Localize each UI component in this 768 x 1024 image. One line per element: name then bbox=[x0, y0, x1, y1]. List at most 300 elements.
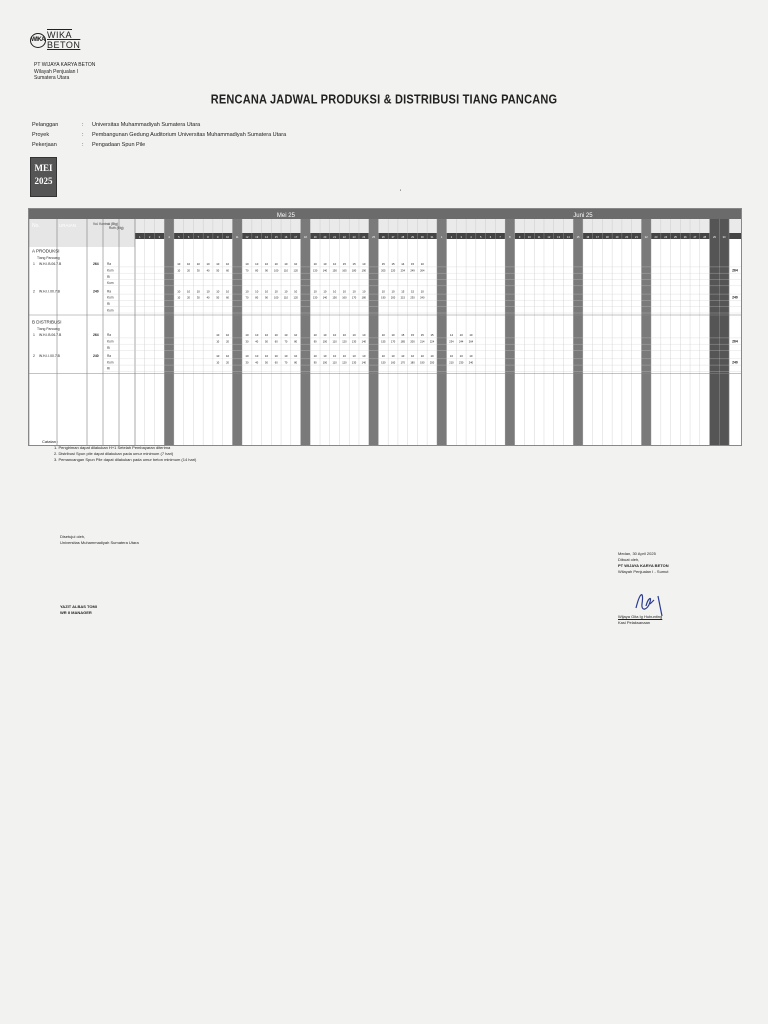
cell-value: 155 bbox=[381, 340, 386, 344]
cell-value: 10 bbox=[333, 289, 337, 294]
day-number: 25 bbox=[372, 236, 376, 239]
cell-value: 230 bbox=[459, 361, 464, 365]
cell-value: 10 bbox=[420, 354, 424, 359]
day-number: 21 bbox=[333, 236, 337, 239]
section-sub: Tiang Pancang bbox=[37, 255, 60, 260]
notes-block bbox=[42, 439, 196, 463]
cell-value: 10 bbox=[225, 289, 230, 294]
cell-value: 10 bbox=[216, 333, 220, 338]
day-number: 10 bbox=[527, 236, 531, 239]
row-type: Kum bbox=[107, 339, 114, 344]
cell-value: 180 bbox=[361, 296, 367, 300]
info-sep: : bbox=[82, 142, 84, 148]
cell-value: 10 bbox=[216, 262, 220, 267]
day-number: 24 bbox=[362, 236, 366, 239]
cell-value: 10 bbox=[255, 333, 259, 338]
approval-right-region: Wilayah Penjualan I - Sumut bbox=[618, 569, 669, 574]
cell-value: 10 bbox=[255, 354, 259, 359]
cell-value: 10 bbox=[264, 333, 269, 338]
cell-value: 10 bbox=[245, 289, 249, 294]
day-number: 1 bbox=[139, 236, 141, 239]
approver-left bbox=[60, 604, 97, 616]
section-sub: Tiang Pancang bbox=[37, 326, 60, 331]
day-number: 22 bbox=[644, 236, 648, 239]
row-type: Ri bbox=[107, 302, 111, 306]
day-number: 13 bbox=[557, 236, 561, 239]
cell-value: 40 bbox=[255, 361, 259, 365]
note-line: 2. Distribusi Spun pile dapat dilakukan pada umur minimum (7 hari) bbox=[54, 451, 174, 456]
cell-value: 10 bbox=[264, 262, 269, 267]
cell-value: 40 bbox=[255, 340, 259, 344]
day-number: 19 bbox=[615, 236, 619, 239]
cell-value: 240 bbox=[420, 296, 425, 300]
day-number: 12 bbox=[245, 236, 249, 239]
cell-value: 120 bbox=[293, 296, 298, 300]
cell-value: 15 bbox=[410, 289, 415, 294]
cell-value: 15 bbox=[410, 333, 415, 338]
month-label: Juni 25 bbox=[573, 213, 593, 219]
holiday-column bbox=[164, 219, 174, 445]
row-type: Ra bbox=[107, 333, 112, 338]
cell-value: 10 bbox=[362, 289, 366, 294]
cell-value: 150 bbox=[332, 269, 337, 273]
day-number: 13 bbox=[255, 236, 259, 239]
row-type: Kum bbox=[107, 268, 114, 273]
item-no: 1 bbox=[33, 262, 35, 267]
cell-value: 80 bbox=[255, 269, 259, 273]
cell-value: 10 bbox=[216, 361, 220, 365]
approver-right-name: Wijaya Gita Ig Hubunting bbox=[618, 614, 663, 619]
cell-value: 10 bbox=[333, 262, 337, 267]
company-area: Sumatera Utara bbox=[34, 75, 70, 81]
section-label: A PRODUKSI bbox=[32, 248, 60, 254]
cell-value: 110 bbox=[332, 340, 337, 344]
cell-value: 10 bbox=[352, 333, 356, 338]
cell-value: 10 bbox=[216, 354, 220, 359]
cell-value: 170 bbox=[400, 361, 405, 365]
cell-value: 70 bbox=[245, 296, 249, 300]
approval-right-label: Dibuat oleh, bbox=[618, 557, 640, 562]
day-number: 29 bbox=[411, 236, 414, 239]
day-number: 4 bbox=[470, 236, 472, 239]
day-number: 11 bbox=[235, 236, 239, 239]
cell-value: 10 bbox=[381, 289, 385, 294]
day-number: 1 bbox=[441, 236, 443, 239]
cell-value: 15 bbox=[401, 333, 405, 338]
cell-value: 10 bbox=[313, 289, 317, 294]
cell-value: 10 bbox=[323, 262, 327, 267]
row-type: Ri bbox=[107, 366, 111, 371]
day-number: 8 bbox=[509, 236, 511, 239]
cell-value: 180 bbox=[410, 361, 415, 365]
cell-value: 10 bbox=[352, 354, 356, 359]
cell-value: 60 bbox=[226, 296, 229, 300]
cell-value: 200 bbox=[410, 340, 415, 344]
wika-logo-icon: WIKA bbox=[30, 33, 46, 48]
cell-value: 10 bbox=[294, 289, 298, 294]
day-number: 9 bbox=[518, 236, 521, 239]
cell-value: 80 bbox=[294, 340, 298, 344]
cell-value: 10 bbox=[177, 269, 181, 273]
item-name: W.H.I.I.00.7.B bbox=[39, 354, 60, 359]
cell-value: 10 bbox=[430, 354, 434, 359]
cell-value: 20 bbox=[226, 361, 229, 365]
cell-value: 10 bbox=[177, 289, 181, 294]
day-number: 3 bbox=[460, 236, 462, 239]
cell-value: 15 bbox=[391, 262, 395, 267]
day-number: 23 bbox=[654, 236, 658, 239]
cell-value: 10 bbox=[352, 289, 356, 294]
day-number: 30 bbox=[722, 236, 726, 239]
cell-value: 15 bbox=[342, 262, 346, 267]
cell-value: 70 bbox=[245, 269, 249, 273]
day-number: 7 bbox=[499, 236, 501, 239]
cell-value: 264 bbox=[420, 269, 425, 273]
cell-value: 10 bbox=[362, 262, 366, 267]
day-number: 16 bbox=[284, 236, 288, 239]
cell-value: 140 bbox=[361, 361, 367, 365]
cell-value: 240 bbox=[468, 361, 474, 365]
cell-value: 10 bbox=[264, 289, 269, 294]
row-type: Kum bbox=[107, 281, 114, 286]
day-number: 7 bbox=[197, 236, 200, 239]
cell-value: 10 bbox=[362, 333, 366, 338]
month-badge-month: MEI bbox=[34, 163, 53, 173]
item-name: W.H.I.I.00.7.B bbox=[39, 289, 60, 294]
cell-value: 10 bbox=[274, 354, 278, 359]
col-header-ruth: Ruth (Btg) bbox=[109, 226, 124, 230]
cell-value: 30 bbox=[196, 296, 200, 300]
cell-value: 10 bbox=[225, 262, 230, 267]
approver-right-title: Kasi Pelaksanaan bbox=[618, 620, 651, 625]
cell-value: 160 bbox=[342, 296, 347, 300]
cell-value: 130 bbox=[312, 269, 318, 273]
cell-value: 140 bbox=[322, 296, 328, 300]
day-number: 2 bbox=[450, 236, 453, 239]
cell-value: 234 bbox=[400, 269, 405, 273]
row-type: Ra bbox=[107, 262, 112, 267]
cell-value: 10 bbox=[391, 354, 395, 359]
cell-value: 10 bbox=[225, 333, 230, 338]
cell-value: 10 bbox=[313, 333, 317, 338]
cell-value: 10 bbox=[469, 333, 473, 338]
cell-value: 10 bbox=[342, 354, 346, 359]
cell-value: 90 bbox=[265, 296, 268, 300]
cell-value: 224 bbox=[429, 340, 435, 344]
cell-value: 170 bbox=[351, 296, 357, 300]
day-number: 16 bbox=[586, 236, 590, 239]
day-number: 24 bbox=[664, 236, 668, 239]
cell-value: 150 bbox=[381, 361, 386, 365]
cell-value: 20 bbox=[226, 340, 229, 344]
cell-value: 160 bbox=[390, 361, 396, 365]
info-row-proyek bbox=[32, 130, 286, 140]
cell-value: 90 bbox=[313, 361, 317, 365]
company-name: PT WIJAYA KARYA BETON bbox=[34, 62, 96, 68]
cell-value: 10 bbox=[274, 333, 278, 338]
day-number: 6 bbox=[489, 236, 492, 239]
day-number: 30 bbox=[420, 236, 424, 239]
cell-value: 244 bbox=[459, 340, 464, 344]
cell-value: 10 bbox=[284, 354, 288, 359]
approver-right bbox=[618, 614, 662, 626]
cell-value: 10 bbox=[410, 354, 415, 359]
cell-value: 10 bbox=[313, 262, 317, 267]
cell-value: 220 bbox=[390, 269, 396, 273]
holiday-column bbox=[232, 219, 242, 445]
info-value: Pembangunan Gedung Auditorium Universitas Muhammadiyah Sumatera Utara bbox=[92, 132, 287, 138]
cell-value: 60 bbox=[226, 269, 229, 273]
document-title: RENCANA JADWAL PRODUKSI & DISTRIBUSI TIANG PANCANG bbox=[210, 93, 558, 107]
row-type: Ri bbox=[107, 345, 111, 350]
row-type: Ri bbox=[107, 274, 111, 279]
cell-value: 30 bbox=[245, 361, 249, 365]
cell-value: 140 bbox=[322, 269, 328, 273]
cell-value: 10 bbox=[323, 333, 327, 338]
cell-value: 264 bbox=[468, 340, 474, 344]
cell-value: 200 bbox=[390, 296, 396, 300]
cell-value: 50 bbox=[265, 361, 268, 365]
cell-value: 130 bbox=[312, 296, 318, 300]
item-no: 2 bbox=[33, 354, 35, 359]
cell-value: 10 bbox=[186, 262, 191, 267]
project-info bbox=[32, 120, 286, 150]
cell-value: 50 bbox=[216, 269, 220, 273]
col-header-no: No. bbox=[32, 223, 40, 229]
item-total: 264 bbox=[732, 339, 738, 344]
day-number: 28 bbox=[401, 236, 405, 239]
day-number: 11 bbox=[537, 236, 541, 239]
cell-value: 249 bbox=[410, 269, 415, 273]
cell-value: 10 bbox=[362, 354, 366, 359]
cell-value: 50 bbox=[265, 340, 268, 344]
cell-value: 60 bbox=[274, 361, 278, 365]
cell-value: 10 bbox=[206, 262, 210, 267]
stray-mark: ' bbox=[400, 190, 402, 196]
cell-value: 15 bbox=[381, 262, 385, 267]
cell-value: 10 bbox=[284, 333, 288, 338]
approval-left-label: Disetujui oleh, bbox=[60, 534, 86, 539]
cell-value: 120 bbox=[342, 361, 347, 365]
cell-value: 10 bbox=[294, 354, 298, 359]
day-number: 19 bbox=[313, 236, 317, 239]
day-number: 8 bbox=[207, 236, 209, 239]
cell-value: 215 bbox=[400, 296, 405, 300]
day-number: 31 bbox=[430, 236, 434, 239]
item-vol: 264 bbox=[93, 262, 99, 267]
item-no: 1 bbox=[33, 333, 35, 338]
item-total: 240 bbox=[732, 360, 738, 365]
row-type: Kum bbox=[107, 360, 114, 365]
cell-value: 80 bbox=[294, 361, 298, 365]
cell-value: 190 bbox=[381, 296, 386, 300]
info-sep: : bbox=[82, 132, 84, 138]
cell-value: 130 bbox=[351, 361, 357, 365]
day-number: 20 bbox=[323, 236, 327, 239]
day-number: 28 bbox=[703, 236, 707, 239]
cell-value: 10 bbox=[333, 333, 337, 338]
day-number: 14 bbox=[265, 236, 268, 239]
cell-value: 10 bbox=[342, 289, 346, 294]
cell-value: 10 bbox=[264, 354, 269, 359]
cell-value: 100 bbox=[274, 296, 279, 300]
day-number: 9 bbox=[217, 236, 219, 239]
cell-value: 190 bbox=[420, 361, 425, 365]
cell-value: 120 bbox=[342, 340, 347, 344]
cell-value: 10 bbox=[342, 333, 346, 338]
cell-value: 10 bbox=[186, 289, 191, 294]
cell-value: 214 bbox=[420, 340, 425, 344]
item-vol: 240 bbox=[93, 354, 99, 359]
holiday-column bbox=[301, 219, 311, 445]
cell-value: 100 bbox=[322, 340, 328, 344]
cell-value: 30 bbox=[245, 340, 249, 344]
day-number: 15 bbox=[274, 236, 278, 239]
approver-left-title: WR II MANAGER bbox=[60, 610, 92, 615]
cell-value: 150 bbox=[332, 296, 337, 300]
cell-value: 10 bbox=[449, 354, 454, 359]
cell-value: 10 bbox=[225, 354, 230, 359]
holiday-column bbox=[437, 219, 447, 445]
info-row-pelanggan bbox=[32, 120, 286, 130]
item-name: W.H.I.B.06.7.B bbox=[39, 333, 62, 338]
cell-value: 10 bbox=[420, 262, 424, 267]
day-number: 17 bbox=[294, 236, 298, 239]
cell-value: 10 bbox=[323, 354, 327, 359]
cell-value: 10 bbox=[391, 289, 395, 294]
month-badge bbox=[30, 157, 57, 197]
cell-value: 100 bbox=[322, 361, 328, 365]
cell-value: 10 bbox=[391, 333, 395, 338]
approval-left bbox=[60, 534, 139, 546]
cell-value: 10 bbox=[245, 354, 249, 359]
day-number: 3 bbox=[158, 236, 161, 239]
day-number: 18 bbox=[605, 236, 609, 239]
approval-right bbox=[618, 551, 669, 575]
day-number: 21 bbox=[635, 236, 638, 239]
row-type: Kum bbox=[107, 308, 114, 313]
cell-value: 200 bbox=[429, 361, 435, 365]
month-header-band bbox=[29, 209, 741, 219]
cell-value: 10 bbox=[294, 262, 298, 267]
row-type: Ra bbox=[107, 289, 112, 294]
cell-value: 230 bbox=[410, 296, 415, 300]
month-label: Mei 25 bbox=[276, 213, 295, 219]
day-number: 15 bbox=[576, 236, 580, 239]
company-logo bbox=[30, 32, 82, 48]
cell-value: 60 bbox=[274, 340, 278, 344]
cell-value: 30 bbox=[196, 269, 200, 273]
cell-value: 100 bbox=[274, 269, 279, 273]
info-label: Pekerjaan bbox=[32, 142, 57, 148]
info-sep: : bbox=[82, 122, 84, 128]
cell-value: 10 bbox=[274, 262, 278, 267]
cell-value: 14 bbox=[401, 262, 405, 267]
cell-value: 120 bbox=[293, 269, 298, 273]
cell-value: 110 bbox=[283, 269, 289, 273]
cell-value: 10 bbox=[245, 262, 249, 267]
section-label: B DISTRIBUSI bbox=[32, 319, 62, 325]
info-value: Pengadaan Spun Pile bbox=[92, 142, 146, 148]
info-row-pekerjaan bbox=[32, 140, 286, 150]
cell-value: 140 bbox=[361, 340, 367, 344]
day-number: 23 bbox=[352, 236, 356, 239]
cell-value: 170 bbox=[390, 340, 396, 344]
item-no: 2 bbox=[33, 289, 35, 294]
cell-value: 20 bbox=[187, 296, 191, 300]
cell-value: 10 bbox=[196, 262, 200, 267]
day-number: 10 bbox=[226, 236, 229, 239]
cell-value: 190 bbox=[361, 269, 367, 273]
cell-value: 10 bbox=[469, 354, 473, 359]
day-number: 17 bbox=[596, 236, 599, 239]
cell-value: 10 bbox=[459, 354, 463, 359]
month-badge-year: 2025 bbox=[34, 176, 53, 186]
item-name: W.H.I.B.06.7.B bbox=[39, 262, 62, 267]
day-number: 26 bbox=[381, 236, 385, 239]
approval-left-org: Universitas Muhammadiyah Sumatera Utara bbox=[60, 540, 139, 545]
cell-value: 110 bbox=[283, 296, 289, 300]
day-number: 2 bbox=[148, 236, 151, 239]
cell-value: 10 bbox=[401, 354, 405, 359]
day-number: 27 bbox=[391, 236, 395, 239]
cell-value: 10 bbox=[381, 354, 385, 359]
note-line: 3. Pemancangan Spun Pile dapat dilakukan pada umur beton minimum (14 hari) bbox=[54, 457, 197, 462]
col-header-vol: Vol. Kontrak (Btg) bbox=[93, 222, 118, 226]
note-line: 1. Pengiriman dapat dilakukan H+1 Setelah Pembayaran diterima bbox=[54, 445, 171, 450]
cell-value: 10 bbox=[177, 262, 181, 267]
cell-value: 80 bbox=[255, 296, 259, 300]
cell-value: 10 bbox=[245, 333, 249, 338]
item-total: 264 bbox=[732, 268, 738, 273]
cell-value: 10 bbox=[177, 296, 181, 300]
holiday-column bbox=[369, 219, 379, 445]
cell-value: 10 bbox=[420, 289, 424, 294]
cell-value: 10 bbox=[381, 333, 385, 338]
cell-value: 10 bbox=[294, 333, 298, 338]
day-number: 22 bbox=[342, 236, 346, 239]
col-header-uraian: URAIAN bbox=[59, 223, 77, 228]
cell-value: 110 bbox=[332, 361, 337, 365]
holiday-column bbox=[505, 219, 515, 445]
cell-value: 10 bbox=[216, 340, 220, 344]
cell-value: 165 bbox=[342, 269, 347, 273]
cell-value: 10 bbox=[255, 289, 259, 294]
cell-value: 10 bbox=[196, 289, 200, 294]
cell-value: 10 bbox=[284, 262, 288, 267]
cell-value: 180 bbox=[351, 269, 357, 273]
cell-value: 130 bbox=[351, 340, 357, 344]
holiday-column bbox=[573, 219, 583, 445]
row-type: Ra bbox=[107, 354, 112, 359]
approval-right-org: PT WIJAYA KARYA BETON bbox=[618, 563, 669, 568]
approver-left-name: YAZIT ALBAS TOMI bbox=[60, 604, 97, 609]
cell-value: 70 bbox=[284, 361, 288, 365]
cell-value: 10 bbox=[206, 289, 210, 294]
cell-value: 10 bbox=[333, 354, 337, 359]
holiday-column bbox=[641, 219, 651, 445]
cell-value: 205 bbox=[381, 269, 386, 273]
cell-value: 15 bbox=[420, 333, 424, 338]
day-number: 29 bbox=[712, 236, 716, 239]
cell-value: 15 bbox=[430, 333, 434, 338]
cell-value: 20 bbox=[187, 269, 191, 273]
cell-value: 40 bbox=[206, 269, 210, 273]
cell-value: 15 bbox=[410, 262, 415, 267]
cell-value: 185 bbox=[400, 340, 405, 344]
cell-value: 50 bbox=[216, 296, 220, 300]
schedule-table bbox=[28, 208, 742, 446]
